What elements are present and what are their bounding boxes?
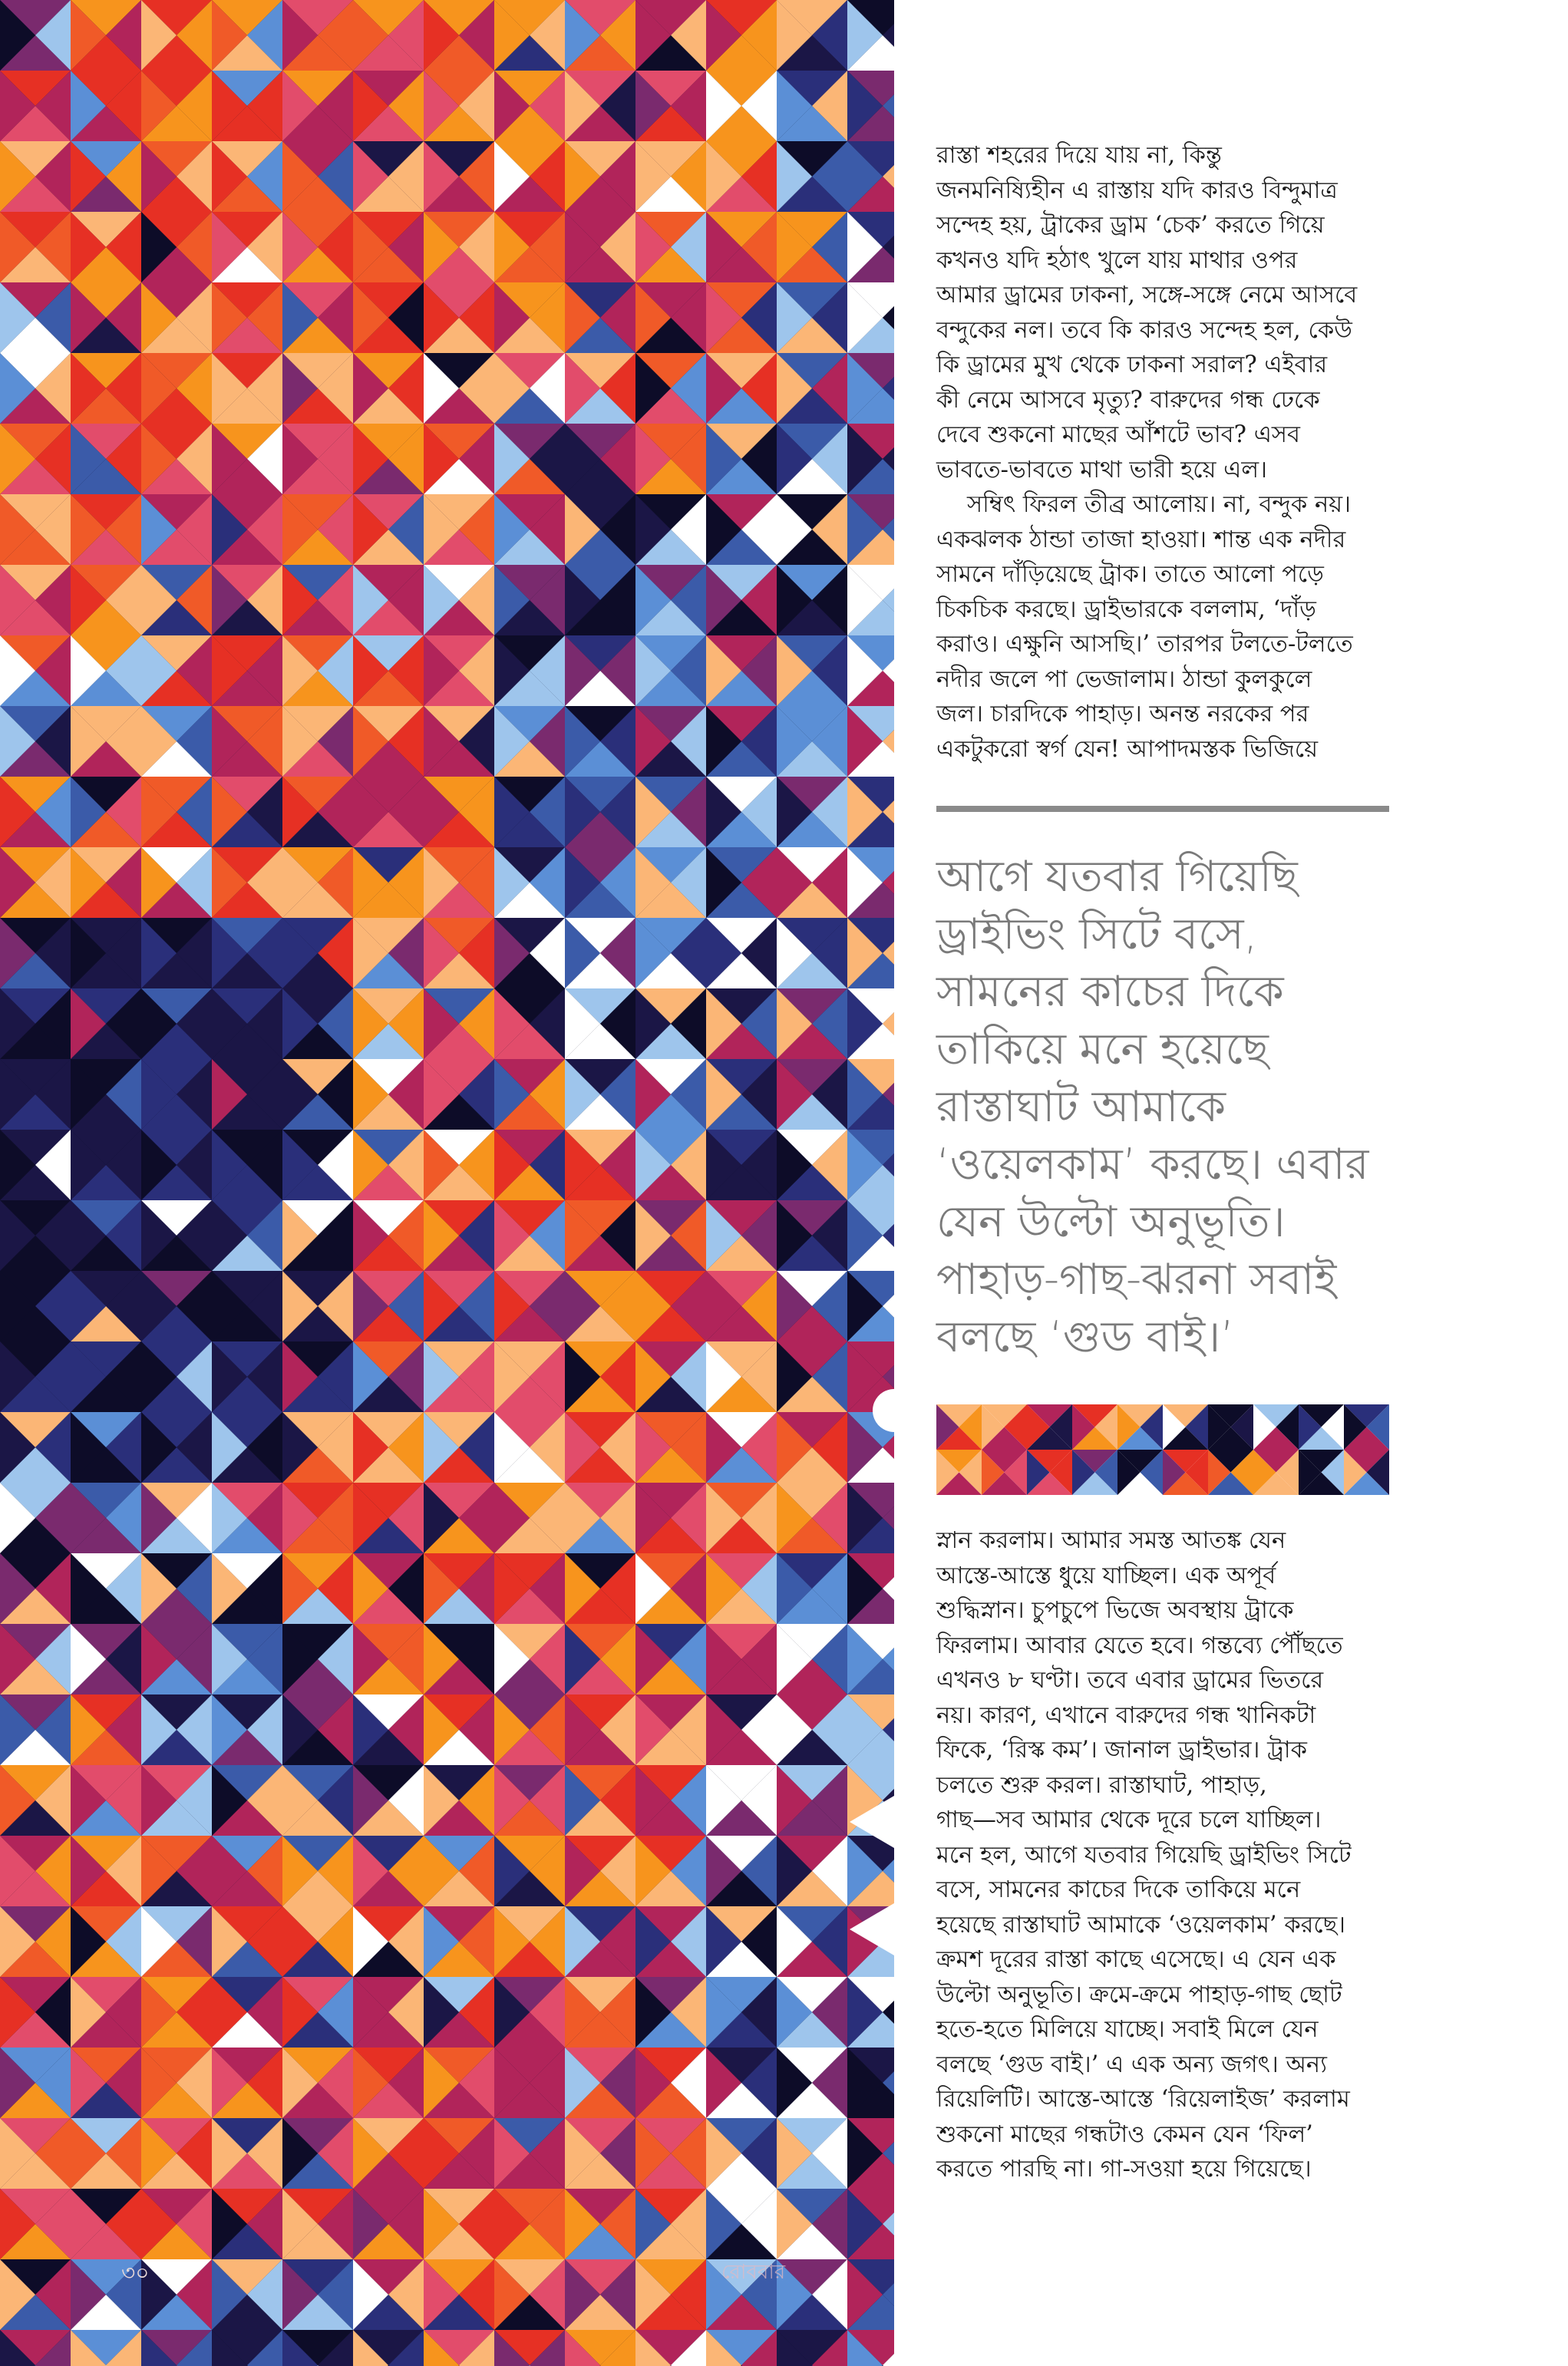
edge-notch-circle: [873, 1389, 916, 1432]
edge-notch-lower: [850, 1903, 894, 1955]
article-column-top: [936, 138, 1389, 767]
edge-notch-upper: [850, 1796, 894, 1848]
decorative-mosaic-strip: [936, 1404, 1389, 1495]
article-column-bottom: [936, 1523, 1397, 2187]
article-paragraph-1: রাস্তা শহরের দিয়ে যায় না, কিন্তু জনমনিষ্যিহীন এ রাস্তায় যদি কারও বিন্দুমাত্র সন্দেহ হয়, ট্রাকের ড্রাম ‘চেক’ করতে গিয়ে কখনও যদি হঠাৎ খুলে যায় মাথার ওপর আমার ড্রামের ঢাকনা, সঙ্গে-সঙ্গে নেমে আসবে বন্দুকের নল। তবে কি কারও সন্দেহ হল, কেউ কি ড্রামের মুখ থেকে ঢাকনা সরাল? এইবার কী নেমে আসবে মৃত্যু? বারুদের গন্ধ ঢেকে দেবে শুকনো মাছের আঁশটে ভাব? এসব ভাবতে-ভাবতে মাথা ভারী হয়ে এল।: [936, 142, 1358, 483]
article-paragraph-2-text: সম্বিৎ ফিরল তীব্র আলোয়। না, বন্দুক নয়। একঝলক ঠান্ডা তাজা হাওয়া। শান্ত এক নদীর সামনে দাঁড়িয়েছে ট্রাক। তাতে আলো পড়ে চিকচিক করছে। ড্রাইভারকে বললাম, ‘দাঁড় করাও। এক্ষুনি আসছি।’ তারপর টলতে-টলতে নদীর জলে পা ভেজালাম। ঠান্ডা কুলকুলে জল। চারদিকে পাহাড়। অনন্ত নরকের পর একটুকরো স্বর্গ যেন! আপাদমস্তক ভিজিয়ে: [936, 491, 1353, 763]
article-paragraph-3: স্নান করলাম। আমার সমস্ত আতঙ্ক যেন আস্তে-আস্তে ধুয়ে যাচ্ছিল। এক অপূর্ব শুদ্ধিস্নান। চুপচুপে ভিজে অবস্থায় ট্রাকে ফিরলাম। আবার যেতে হবে। গন্তব্যে পৌঁছতে এখনও ৮ ঘণ্টা। তবে এবার ড্রামের ভিতরে নয়। কারণ, এখানে বারুদের গন্ধ খানিকটা ফিকে, ‘রিস্ক কম’। জানাল ড্রাইভার। ট্রাক চলতে শুরু করল। রাস্তাঘাট, পাহাড়, গাছ—সব আমার থেকে দূরে চলে যাচ্ছিল। মনে হল, আগে যতবার গিয়েছি ড্রাইভিং সিটে বসে, সামনের কাচের দিকে তাকিয়ে মনে হয়েছে রাস্তাঘাট আমাকে ‘ওয়েলকাম’ করছে। ক্রমশ দূরের রাস্তা কাছে এসেছে। এ যেন এক উল্টো অনুভূতি। ক্রমে-ক্রমে পাহাড়-গাছ ছোট হতে-হতে মিলিয়ে যাচ্ছে। সবাই মিলে যেন বলছে ‘গুড বাই।’ এ এক অন্য জগৎ। অন্য রিয়েলিটি। আস্তে-আস্তে ‘রিয়েলাইজ’ করলাম শুকনো মাছের গন্ধটাও কেমন যেন ‘ফিল’ করতে পারছি না। গা-সওয়া হয়ে গিয়েছে।: [936, 1527, 1352, 2183]
page-number: ৩০: [121, 2260, 150, 2285]
pull-quote-divider: [936, 806, 1389, 812]
pull-quote: আগে যতবার গিয়েছি ড্রাইভিং সিটে বসে, সামনের কাচের দিকে তাকিয়ে মনে হয়েছে রাস্তাঘাট আমাকে ‘ওয়েলকাম’ করছে। এবার যেন উল্টো অনুভূতি। পাহাড়-গাছ-ঝরনা সবাই বলছে ‘গুড বাই।’: [936, 852, 1369, 1362]
article-paragraph-2: [936, 487, 1389, 767]
footer-magazine-mark: রোববার: [721, 2261, 786, 2284]
